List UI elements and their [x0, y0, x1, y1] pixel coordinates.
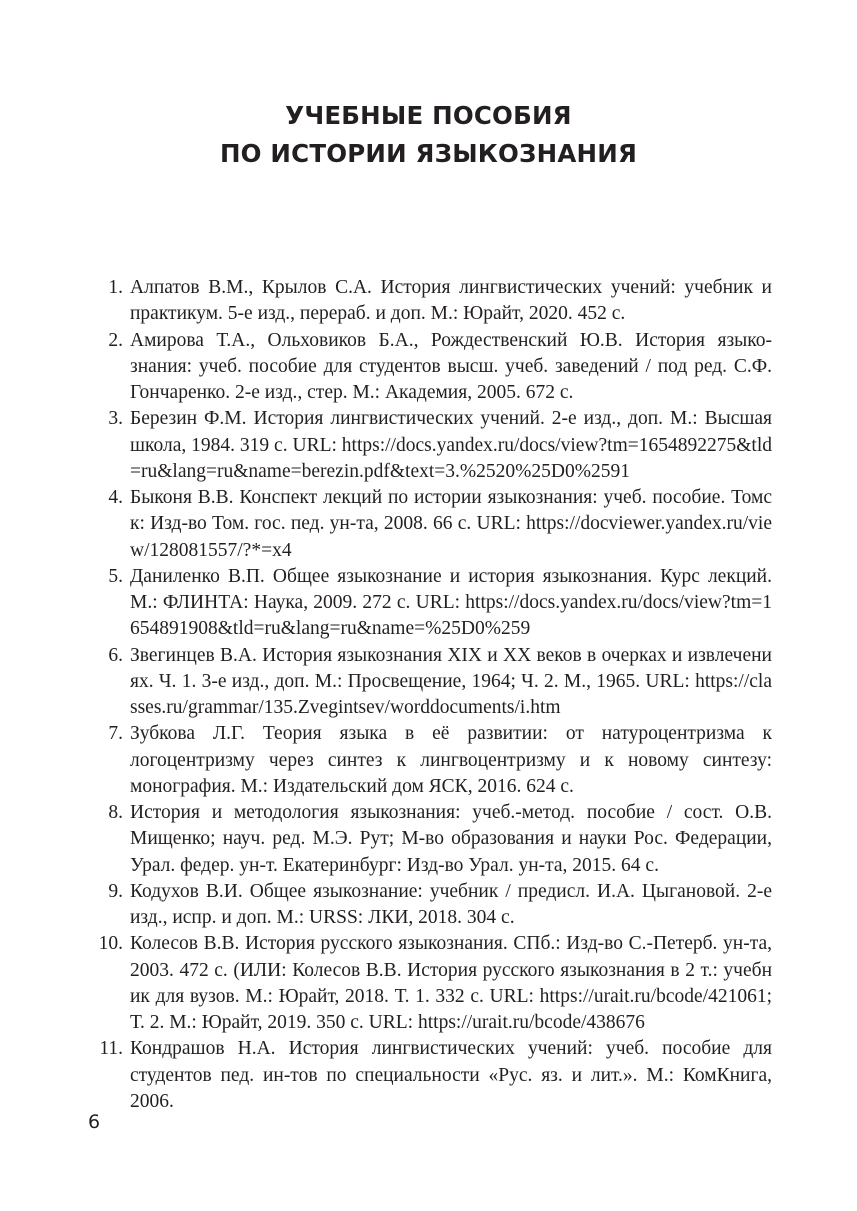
entry-number: 4. [108, 487, 123, 508]
entry-number: 1. [108, 277, 123, 298]
entry-text: Колесов В.В. История русского языкознания. СПб.: Изд-во С.-Петерб. ун-та, 2003. 472 с. (ИЛИ: Колесов В.В. История русского языкознания в 2 т.: учебник для вузов. М.: Юрайт, 2018. Т. 1. 332 с. URL: https://urait.ru/bcode/421061; Т. 2. М.: Юрайт, 2019. 350 с. URL: https://urait.ru/bcode/438676 [130, 933, 772, 1033]
entry-number: 11. [99, 1038, 123, 1060]
entry-number: 10. [98, 933, 123, 955]
entry-text: Звегинцев В.А. История языкознания XIX и XX веков в очерках и извлечениях. Ч. 1. 3-е изд., доп. М.: Просвещение, 1964; Ч. 2. М., 1965. URL: https://classes.ru/grammar/135.Zvegintsev/worddocuments/i.htm [130, 644, 772, 718]
entry-number: 9. [108, 880, 123, 902]
entry-text: Амирова Т.А., Ольховиков Б.А., Рождественский Ю.В. История языкознания: учеб. пособие для студентов высш. учеб. заведений / под ред. С.Ф. Гончаренко. 2-е изд., стер. М.: Академия, 2005. 672 с. [130, 329, 772, 403]
bibliography-entry [92, 721, 772, 800]
page-title-line-1: УЧЕБНЫЕ ПОСОБИЯ [285, 101, 572, 130]
entry-number: 2. [108, 329, 123, 351]
entry-number: 7. [108, 723, 123, 745]
entry-text: История и методология языкознания: учеб.-метод. пособие / сост. О.В. Мищенко; науч. ред. М.Э. Рут; М-во образования и науки Рос. Федерации, Урал. федер. ун-т. Екатеринбург: Изд-во Урал. ун-та, 2015. 64 с. [130, 802, 772, 876]
entry-text: Зубкова Л.Г. Теория языка в её развитии: от натуроцентризма к логоцентризму через синтез к лингвоцентризму и к новому синтезу: монография. М.: Издательский дом ЯСК, 2016. 624 с. [130, 723, 772, 797]
entry-number: 5. [108, 565, 123, 587]
entry-text: Даниленко В.П. Общее языкознание и история языкознания. Курс лекций. М.: ФЛИНТА: Наука, 2009. 272 с. URL: https://docs.yandex.ru/docs/view?tm=1654891908&tld=ru&lang=ru&name=%25D0%259 [130, 565, 772, 640]
bibliography-entry [92, 931, 772, 1036]
bibliography-list [92, 275, 772, 1115]
bibliography-entry [92, 800, 772, 879]
entry-text: Кодухов В.И. Общее языкознание: учебник / предисл. И.А. Цыгановой. 2-е изд., испр. и доп. М.: URSS: ЛКИ, 2018. 304 с. [130, 880, 772, 928]
bibliography-entry [92, 275, 772, 328]
bibliography-entry [92, 879, 772, 932]
bibliography-entry [92, 564, 772, 643]
entry-text: Быконя В.В. Конспект лекций по истории языкознания: учеб. пособие. Томск: Изд-во Том. гос. пед. ун-та, 2008. 66 с. URL: https://docviewer.yandex.ru/view/128081557/?*=x4 [130, 487, 772, 561]
bibliography-entry [92, 406, 772, 485]
bibliography-entry [92, 643, 772, 722]
bibliography-entry [92, 485, 772, 564]
entry-number: 3. [108, 408, 123, 430]
entry-number: 8. [108, 802, 123, 823]
page-title [0, 97, 857, 173]
entry-text: Березин Ф.М. История лингвистических учений. 2-е изд., доп. М.: Высшая школа, 1984. 319 с. URL: https://docs.yandex.ru/docs/view?tm=1654892275&tld=ru&lang=ru&name=berezin.pdf&text=3.%2520%25D0%2591 [130, 408, 772, 482]
page-number: 6 [88, 1111, 101, 1133]
entry-text: Кондрашов Н.А. История лингвистических учений: учеб. пособие для студентов пед. ин-тов по специальности «Рус. яз. и лит.». М.: КомКнига, 2006. [130, 1038, 772, 1112]
entry-text: Алпатов В.М., Крылов С.А. История лингвистических учений: учебник и практикум. 5-е изд., перераб. и доп. М.: Юрайт, 2020. 452 с. [130, 277, 772, 325]
page-title-line-2: ПО ИСТОРИИ ЯЗЫКОЗНАНИЯ [219, 139, 638, 168]
bibliography-entry [92, 1036, 772, 1115]
entry-number: 6. [108, 644, 123, 666]
bibliography-entry [92, 328, 772, 407]
